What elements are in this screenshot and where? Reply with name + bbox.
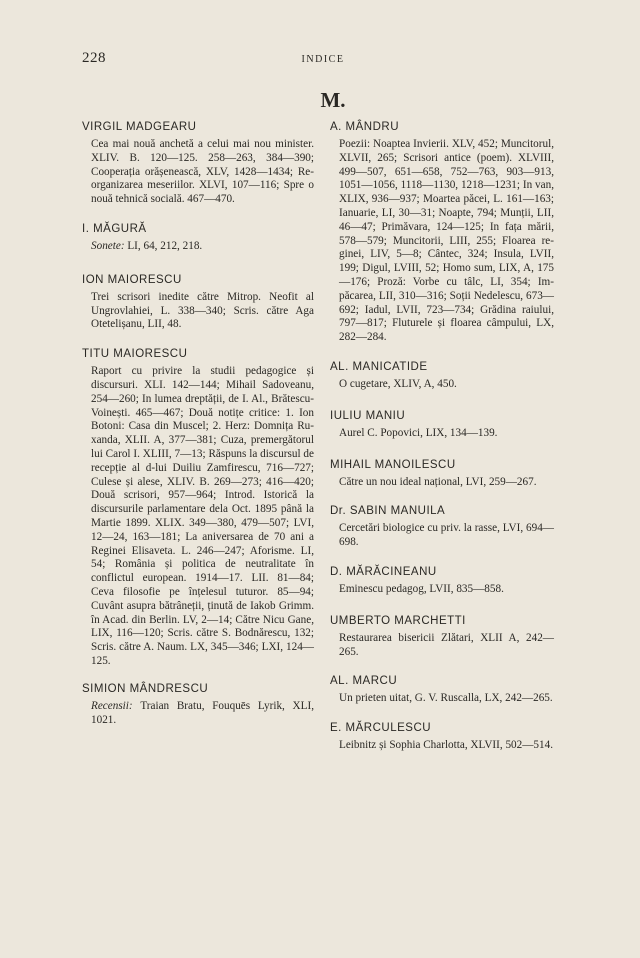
entry-author: E. MĂRCULESCU xyxy=(330,722,432,735)
entry-references: Cercetări biologice cu priv. la rasse, LVI, 694—698. xyxy=(339,522,554,549)
entry-text xyxy=(339,632,554,660)
entry-author: AL. MARCU xyxy=(330,675,398,688)
left-column xyxy=(82,120,314,740)
entry-references: Un prieten uitat, G. V. Ruscalla, LX, 242—265. xyxy=(339,692,553,705)
entry-author: A. MÂNDRU xyxy=(330,121,400,133)
index-entry xyxy=(82,347,314,669)
entry-author: D. MĂRĂCINEANU xyxy=(330,565,437,578)
entry-text xyxy=(339,476,554,490)
entry-references: Eminescu pedagog, LVII, 835—858. xyxy=(339,582,504,595)
index-entry xyxy=(82,273,314,332)
entry-text xyxy=(91,700,314,728)
entry-references: Către un nou ideal național, LVI, 259—267. xyxy=(339,475,537,488)
entry-author: AL. MANICATIDE xyxy=(330,360,428,373)
index-entry xyxy=(330,721,554,753)
entry-text xyxy=(339,378,554,392)
entry-references: Raport cu privire la studii pedagogice și discursuri. XLI. 142—144; Mihail Sadoveanu, 254—260; In lumea dreptății, de I. Al., Brătescu-Voinești. 465—467; Două notițe critice: 1. Ion Botoni: Casa din Muscel; 2. Herz: Domnița Ruxanda, XLII. A, 377—381; Cuza, premergătorul lui Carol I. XLIII, 7—13; Răspuns la discursul de recepție al d-lui Duiliu Zamfirescu, 716—727; Culese și alese, XLIV. B. 269—273; 416—420; Două scrisori, 957—964; Introd. Istorică la discursurile parlamentare dela Oct. 1895 până la Martie 1899. XLIX. 349—380, 479—507; LVI, 12—24, 163—181; La aniversarea de 70 ani a Reginei Elisaveta. L. 246—247; Aforisme. LI, 54; România și politica de neutralitate în conflictul european. 1914—17. LII. 81—84; Ceva filosofie pe înțelesul tuturor. 85—94; Cuvânt asupra bătrâneții, ținută de Iakob Grimm. în Acad. din Berlin. LV, 2—14; Către Nicu Gane, LIX, 116—120; Scris. către S. Bodnărescu, 132; Scris. către A. Naum. LX, 345—346; LXI, 124—125. xyxy=(91,365,314,667)
entry-author: IULIU MANIU xyxy=(330,409,406,422)
entry-text xyxy=(339,138,554,345)
entry-references: Trei scrisori inedite către Mitrop. Neofit al Ungrovlahiei, L. 338—340; Scris. către Aga Otetelișanu, LII, 48. xyxy=(91,290,314,331)
entry-author: Dr. SABIN MANUILA xyxy=(330,505,446,518)
entry-author: I. MĂGURĂ xyxy=(82,222,147,235)
entry-author: MIHAIL MANOILESCU xyxy=(330,458,456,471)
entry-references: Traian Bratu, Fouquēs Lyrik, XLI, 1021. xyxy=(91,699,314,726)
index-entry xyxy=(330,458,554,490)
entry-text xyxy=(339,583,554,597)
entry-author: TITU MAIORESCU xyxy=(82,348,188,361)
entry-text xyxy=(91,291,314,332)
entry-text xyxy=(339,427,554,441)
entry-references: LI, 64, 212, 218. xyxy=(127,239,203,252)
entry-author: ION MAIORESCU xyxy=(82,273,182,286)
entry-references: Restaurarea bisericii Zlătari, XLII A, 242—265. xyxy=(339,631,554,658)
entry-references: O cugetare, XLIV, A, 450. xyxy=(339,377,457,390)
entry-genre-label: Recensii: xyxy=(91,699,141,712)
right-column xyxy=(330,120,554,766)
entry-text xyxy=(339,522,554,550)
index-entry xyxy=(330,360,554,392)
section-letter: M. xyxy=(320,88,346,112)
entry-references: Poezii: Noaptea Invierii. XLV, 452; Muncitorul, XLVII, 265; Scrisori antice (poem). XLVIII, 499—507, 651—658, 752—763, 903—913, 1051—1056, 1118—1130, 1218—1231; In van, XLIX, 936—937; Moartea păcei, L. 161—163; Ianuarie, LI, 30—31; Noapte, 794; Munții, LII, 46—47; Primăvara, 124—125; In fața mării, 578—579; Muncitorii, LIII, 255; Floarea reginei, LIV, 5—8; Cântec, 324; Insula, LVII, 199; Digul, LVIII, 52; Homo sum, LIX, A, 175—176; Proză: Vorbe cu tâlc, LI, 354; Impăcarea, LII, 310—316; Soții Nedelescu, 673—692; Iadul, LVII, 723—734; Grădina raiului, 797—817; Fluturele și floarea câmpului, LX, 282—284. xyxy=(339,138,554,344)
index-entry xyxy=(330,674,554,706)
entry-text xyxy=(339,739,554,753)
entry-text xyxy=(339,692,554,706)
entry-text xyxy=(91,138,314,207)
entry-references: Aurel C. Popovici, LIX, 134—139. xyxy=(339,426,498,439)
entry-author: UMBERTO MARCHETTI xyxy=(330,614,466,627)
index-entry xyxy=(330,120,554,345)
entry-references: Cea mai nouă anchetă a celui mai nou minister. XLIV. B. 120—125. 258—263, 384—390; Cooperația orășenească, XLV, 1428—1434; Reorganizarea meseriilor. XLVI, 107—116; Spre o nouă tehnică socială. 467—470. xyxy=(91,138,314,206)
index-entry xyxy=(330,409,554,441)
index-entry xyxy=(82,682,314,728)
entry-text xyxy=(91,365,314,669)
page-number: 228 xyxy=(82,50,106,66)
entry-genre-label: Sonete: xyxy=(91,239,128,252)
running-head: INDICE xyxy=(301,54,345,65)
entry-references: Leibnitz și Sophia Charlotta, XLVII, 502—514. xyxy=(339,739,553,752)
index-entry xyxy=(82,222,314,254)
index-entry xyxy=(82,120,314,207)
entry-author: VIRGIL MADGEARU xyxy=(82,121,197,133)
index-entry xyxy=(330,614,554,660)
index-entry xyxy=(330,565,554,597)
entry-author: SIMION MÂNDRESCU xyxy=(82,682,209,695)
entry-text xyxy=(91,240,314,254)
index-entry xyxy=(330,504,554,550)
